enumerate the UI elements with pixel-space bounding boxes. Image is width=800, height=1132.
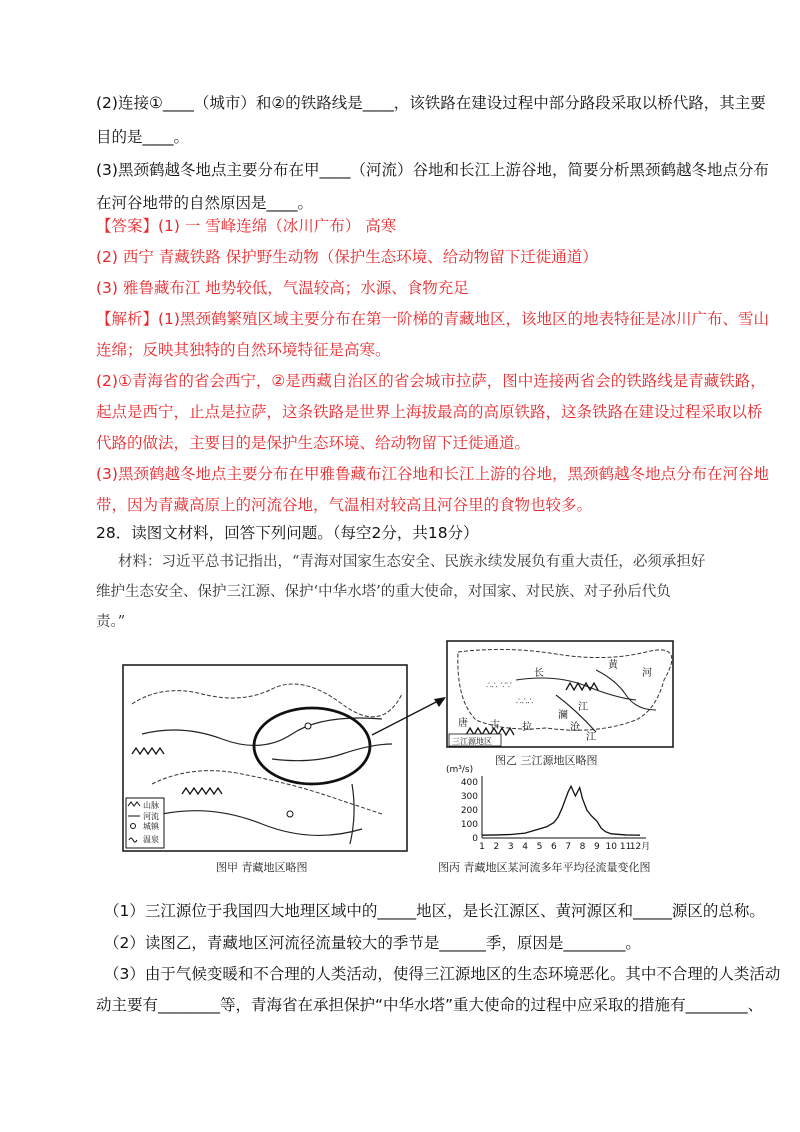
q27-line: 目的是____。	[96, 128, 190, 146]
y-tick-label: 0	[472, 834, 478, 844]
answer-line: 【答案】(1) 一 雪峰连绵（冰川广布） 高寒	[96, 217, 397, 235]
q28-sub3: （3）由于气候变暖和不合理的人类活动，使得三江源地区的生态环境恶化。其中不合理的人类活动	[104, 965, 781, 983]
analysis-line: 代路的做法，主要目的是保护生态环境、给动物留下迁徙通道。	[96, 434, 531, 452]
map-yi	[446, 640, 674, 748]
x-tick-label: 3	[507, 842, 514, 852]
q28-sub2: （2）读图乙，青藏地区河流径流量较大的季节是______季，原因是________。	[104, 934, 641, 952]
analysis-line: 带，因为青藏高原上的河流谷地，气温相对较高且河谷里的食物也较多。	[96, 496, 593, 514]
label-gu: 古	[490, 720, 500, 731]
x-tick-label: 9	[594, 842, 600, 852]
label-sjy-region: 三江源地区	[452, 737, 492, 746]
label-jiang1: 江	[578, 702, 588, 713]
x-tick-label: 11	[619, 842, 632, 852]
analysis-line: (3)黑颈鹤越冬地点主要分布在甲雅鲁藏布江谷地和长江上游的谷地，黑颈鹤越冬地点分布在河谷地	[96, 465, 769, 483]
label-la: 拉	[522, 722, 532, 733]
label-lan: 澜	[558, 710, 568, 721]
material-line: 责。”	[96, 614, 126, 630]
q28-sub4: 动主要有________等，青海省在承担保护“中华水塔”重大使命的过程中应采取的措施有________、	[96, 996, 764, 1014]
caption-bing: 图丙 青藏地区某河流多年平均径流量变化图	[438, 861, 651, 874]
x-tick-label: 8	[579, 842, 586, 852]
label-jiang2: 江	[586, 732, 596, 743]
x-tick-label: 7	[565, 842, 572, 852]
analysis-line: (2)①青海省的省会西宁，②是西藏自治区的省会城市拉萨，图中连接两省会的铁路线是青藏铁路，	[96, 372, 766, 390]
x-tick-label: 5	[536, 842, 543, 852]
answer-line: (2) 西宁 青藏铁路 保护野生动物（保护生态环境、给动物留下迁徙通道）	[96, 248, 598, 266]
svg-text:∴∴ ∵∵: ∴∴ ∵∵	[486, 681, 512, 691]
caption-yi: 图乙 三江源地区略图	[495, 754, 598, 767]
analysis-line: 【解析】(1)黑颈鹤繁殖区域主要分布在第一阶梯的青藏地区，该地区的地表特征是冰川广布、雪山	[96, 310, 769, 328]
x-tick-label: 12月	[629, 842, 651, 852]
answer-line: (3) 雅鲁藏布江 地势较低，气温较高；水源、食物充足	[96, 279, 469, 297]
analysis-line: 连绵；反映其独特的自然环境特征是高寒。	[96, 341, 391, 359]
label-huang: 黄	[608, 660, 618, 671]
x-tick-label: 4	[522, 842, 528, 852]
y-tick-label: 200	[460, 806, 478, 816]
map-jia	[122, 664, 408, 852]
x-tick-label: 10	[605, 842, 617, 852]
y-tick-label: 300	[460, 792, 478, 802]
legend-town: 城镇	[143, 822, 159, 831]
material-line: 维护生态安全、保护三江源、保护‘中华水塔’的重大使命，对国家、对民族、对子孙后代负	[96, 584, 671, 600]
caption-jia: 图甲 青藏地区略图	[216, 861, 308, 874]
x-tick-label: 2	[493, 842, 500, 852]
svg-text:∴∴∴: ∴∴∴	[516, 697, 534, 707]
runoff-chart	[440, 764, 680, 854]
q28-sub1: （1）三江源位于我国四大地理区域中的_____地区，是长江源区、黄河源区和_____源区的总称。	[104, 902, 765, 920]
y-axis-unit: (m³/s)	[446, 765, 474, 775]
x-tick-label: 6	[550, 842, 557, 852]
material-line: 材料：习近平总书记指出，“青海对国家生态安全、民族永续发展负有重大责任，必须承担好	[118, 554, 706, 570]
series-line	[482, 786, 640, 835]
label-he: 河	[642, 668, 652, 679]
analysis-line: 起点是西宁，止点是拉萨，这条铁路是世界上海拔最高的高原铁路，这条铁路在建设过程采取以桥	[96, 403, 763, 421]
label-cang: 沧	[570, 722, 580, 733]
pointer-arrow	[370, 690, 450, 740]
legend-mountain: 山脉	[143, 801, 159, 810]
q27-line: (3)黑颈鹤越冬地点主要分布在甲____（河流）谷地和长江上游谷地，简要分析黑颈鹤越冬地点分布	[96, 161, 769, 179]
label-tang: 唐	[458, 718, 468, 729]
x-tick-label: 1	[479, 842, 485, 852]
y-tick-label: 100	[460, 820, 478, 830]
legend-river: 河流	[143, 812, 159, 821]
q27-line: (2)连接①____（城市）和②的铁路线是____，该铁路在建设过程中部分路段采取以桥代路，其主要	[96, 94, 766, 112]
q27-line: 在河谷地带的自然原因是____。	[96, 194, 314, 212]
legend-hotspring: 温泉	[143, 835, 159, 844]
q28-title: 28．读图文材料，回答下列问题。（每空2分，共18分）	[96, 524, 479, 542]
y-tick-label: 400	[460, 778, 478, 788]
label-chang: 长	[534, 668, 544, 679]
